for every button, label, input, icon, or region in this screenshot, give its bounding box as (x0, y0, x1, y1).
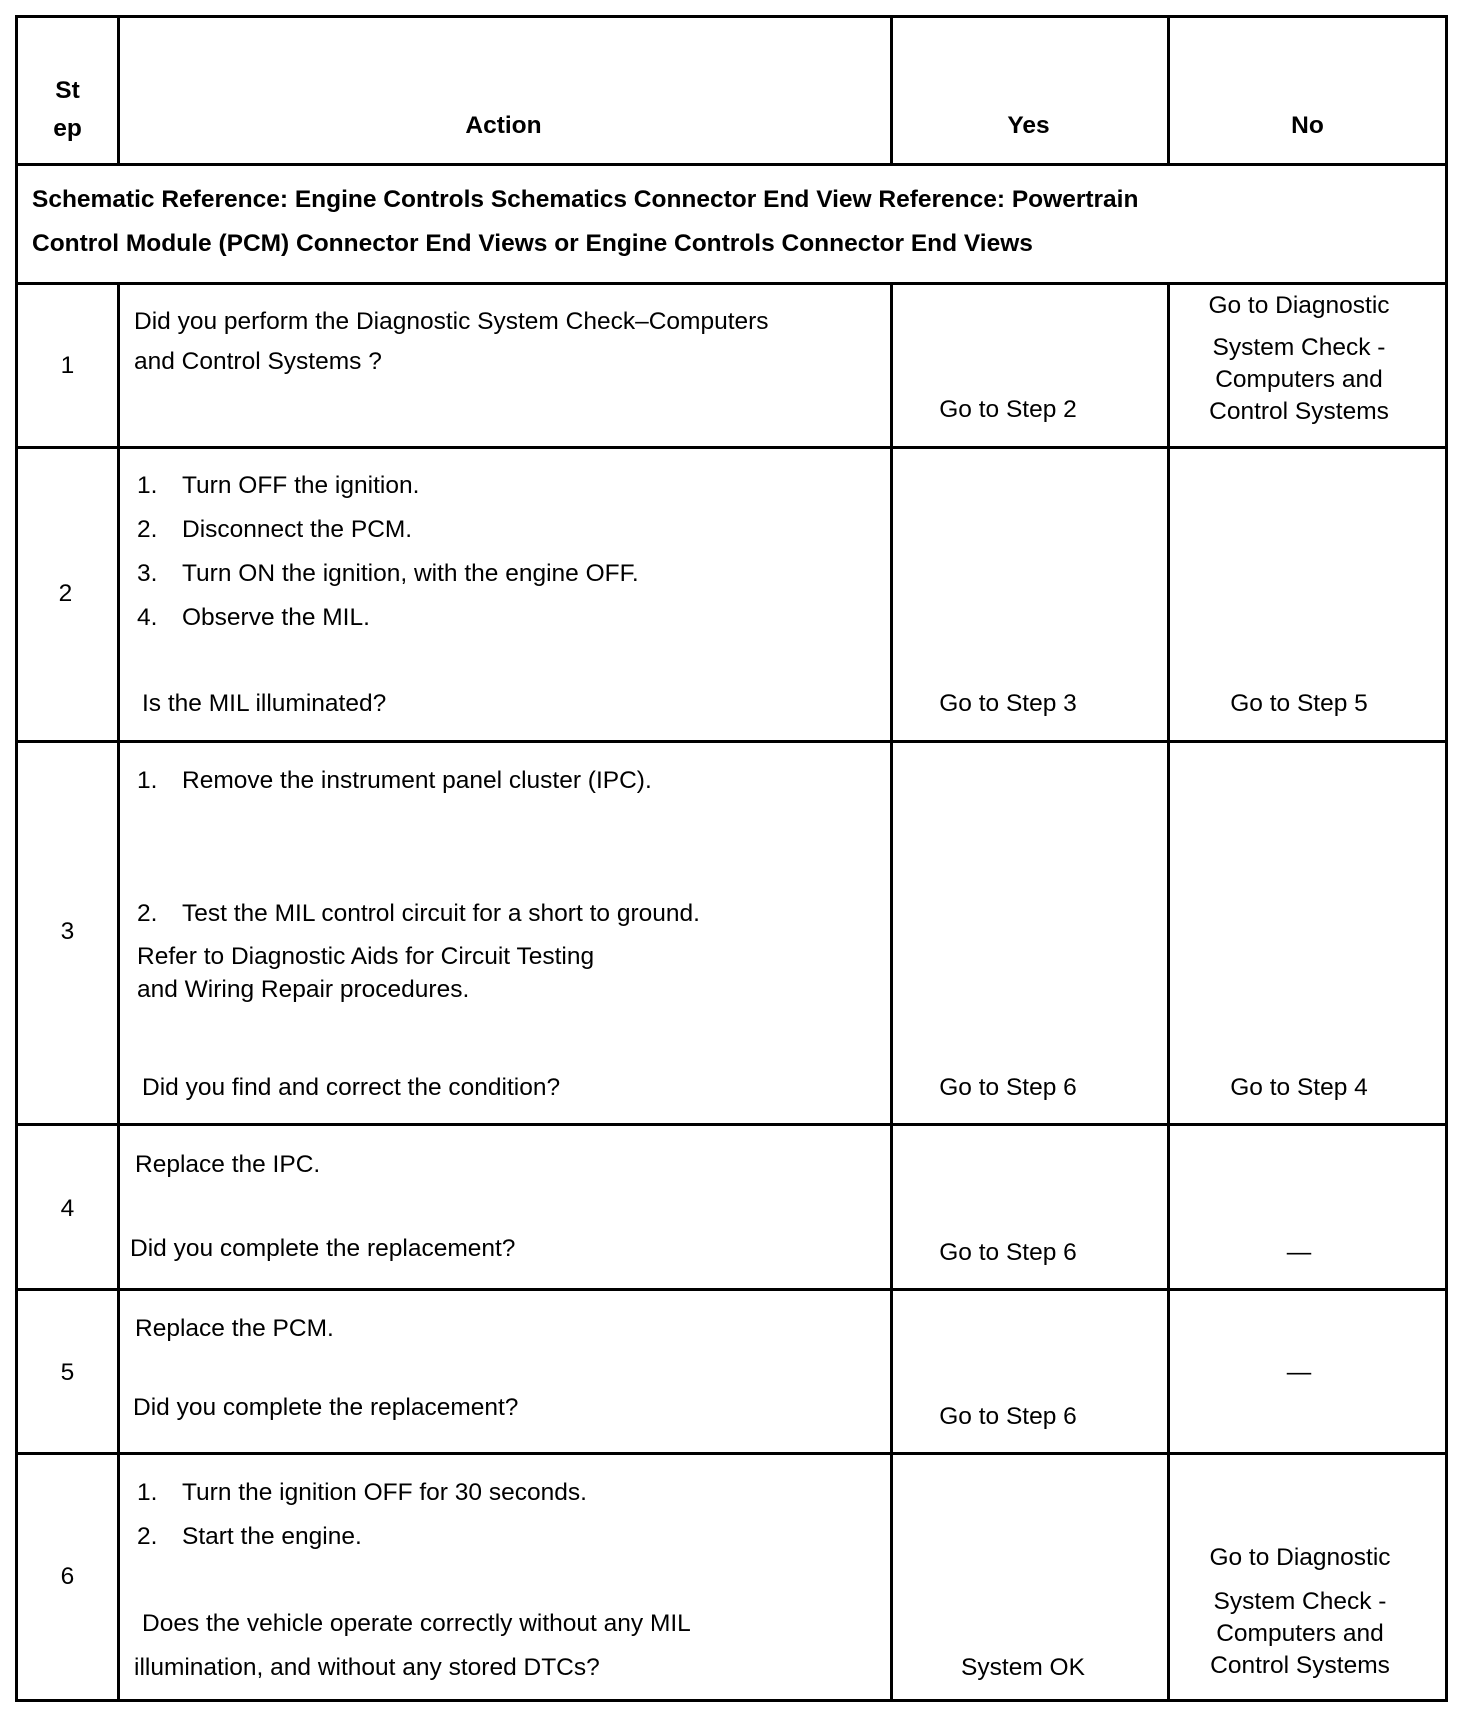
schematic-reference-line2: Control Module (PCM) Connector End Views or Engine Controls Connector End Views (32, 230, 1033, 257)
no-result-line: Computers and (1215, 366, 1383, 393)
no-result-line: System Check - (1213, 1588, 1387, 1615)
no-result-line: Computers and (1216, 1620, 1384, 1647)
step-number: 4 (60, 1195, 75, 1222)
step-number: 3 (60, 918, 75, 945)
action-text: Replace the PCM. (135, 1315, 334, 1342)
col-divider (117, 282, 120, 1699)
row-divider (18, 282, 1445, 285)
no-result-line: System Check - (1212, 334, 1386, 361)
action-text: Replace the IPC. (135, 1151, 321, 1178)
diagnostic-table (15, 15, 1448, 1702)
list-number: 1. (137, 1479, 158, 1506)
list-number: 2. (137, 516, 158, 543)
list-number: 4. (137, 604, 158, 631)
question-text: illumination, and without any stored DTCs? (134, 1654, 600, 1681)
no-result: — (1286, 1239, 1312, 1266)
question-text: Did you complete the replacement? (130, 1235, 516, 1262)
row-divider (18, 1452, 1445, 1455)
header-action: Action (465, 112, 542, 139)
list-item: Remove the instrument panel cluster (IPC). (182, 767, 652, 794)
yes-result: Go to Step 6 (939, 1239, 1077, 1266)
list-item: Turn the ignition OFF for 30 seconds. (182, 1479, 587, 1506)
header-step (18, 72, 117, 148)
list-number: 1. (137, 472, 158, 499)
no-result-line: Go to Diagnostic (1209, 1544, 1391, 1571)
col-divider (1167, 282, 1170, 1699)
note-text: Refer to Diagnostic Aids for Circuit Testing (137, 943, 595, 970)
row-divider (18, 1123, 1445, 1126)
row-divider (18, 1288, 1445, 1291)
question-text: Did you find and correct the condition? (142, 1074, 561, 1101)
list-item: Turn ON the ignition, with the engine OFF. (182, 560, 639, 587)
step-number: 6 (60, 1563, 75, 1590)
no-result (1167, 1542, 1433, 1682)
list-item: Observe the MIL. (182, 604, 370, 631)
header-step-line: St (55, 77, 80, 104)
yes-result: Go to Step 6 (939, 1403, 1077, 1430)
list-number: 2. (137, 900, 158, 927)
no-result-line: Control Systems (1210, 1652, 1390, 1679)
no-result: Go to Step 4 (1230, 1074, 1368, 1101)
col-divider (1167, 18, 1170, 163)
question-text: Did you complete the replacement? (133, 1394, 519, 1421)
col-divider (117, 18, 120, 163)
no-result: — (1286, 1359, 1312, 1386)
step-number: 2 (58, 580, 73, 607)
list-number: 2. (137, 1523, 158, 1550)
yes-result: Go to Step 3 (939, 690, 1077, 717)
list-item: Test the MIL control circuit for a short to ground. (182, 900, 700, 927)
yes-result: Go to Step 6 (939, 1074, 1077, 1101)
header-step-line: ep (53, 115, 82, 142)
no-result-line: Go to Diagnostic (1208, 292, 1390, 319)
row-divider (18, 446, 1445, 449)
no-result: Go to Step 5 (1230, 690, 1368, 717)
question-text: Is the MIL illuminated? (142, 690, 387, 717)
step-number: 1 (60, 352, 75, 379)
action-text: and Control Systems ? (134, 348, 382, 375)
header-no: No (1291, 112, 1324, 139)
action-text: Did you perform the Diagnostic System Check–Computers (134, 308, 769, 335)
list-number: 3. (137, 560, 158, 587)
step-number: 5 (60, 1359, 75, 1386)
list-item: Turn OFF the ignition. (182, 472, 420, 499)
col-divider (890, 18, 893, 163)
list-item: Disconnect the PCM. (182, 516, 413, 543)
yes-result: Go to Step 2 (939, 396, 1077, 423)
header-yes: Yes (1007, 112, 1050, 139)
list-number: 1. (137, 767, 158, 794)
question-text: Does the vehicle operate correctly without any MIL (142, 1610, 691, 1637)
row-divider (18, 740, 1445, 743)
schematic-reference-line1: Schematic Reference: Engine Controls Schematics Connector End View Reference: Powertrain (32, 186, 1139, 213)
yes-result: System OK (961, 1654, 1085, 1681)
no-result (1167, 290, 1431, 428)
list-item: Start the engine. (182, 1523, 362, 1550)
note-text: and Wiring Repair procedures. (137, 976, 470, 1003)
header-divider (18, 163, 1445, 166)
col-divider (890, 282, 893, 1699)
no-result-line: Control Systems (1209, 398, 1389, 425)
